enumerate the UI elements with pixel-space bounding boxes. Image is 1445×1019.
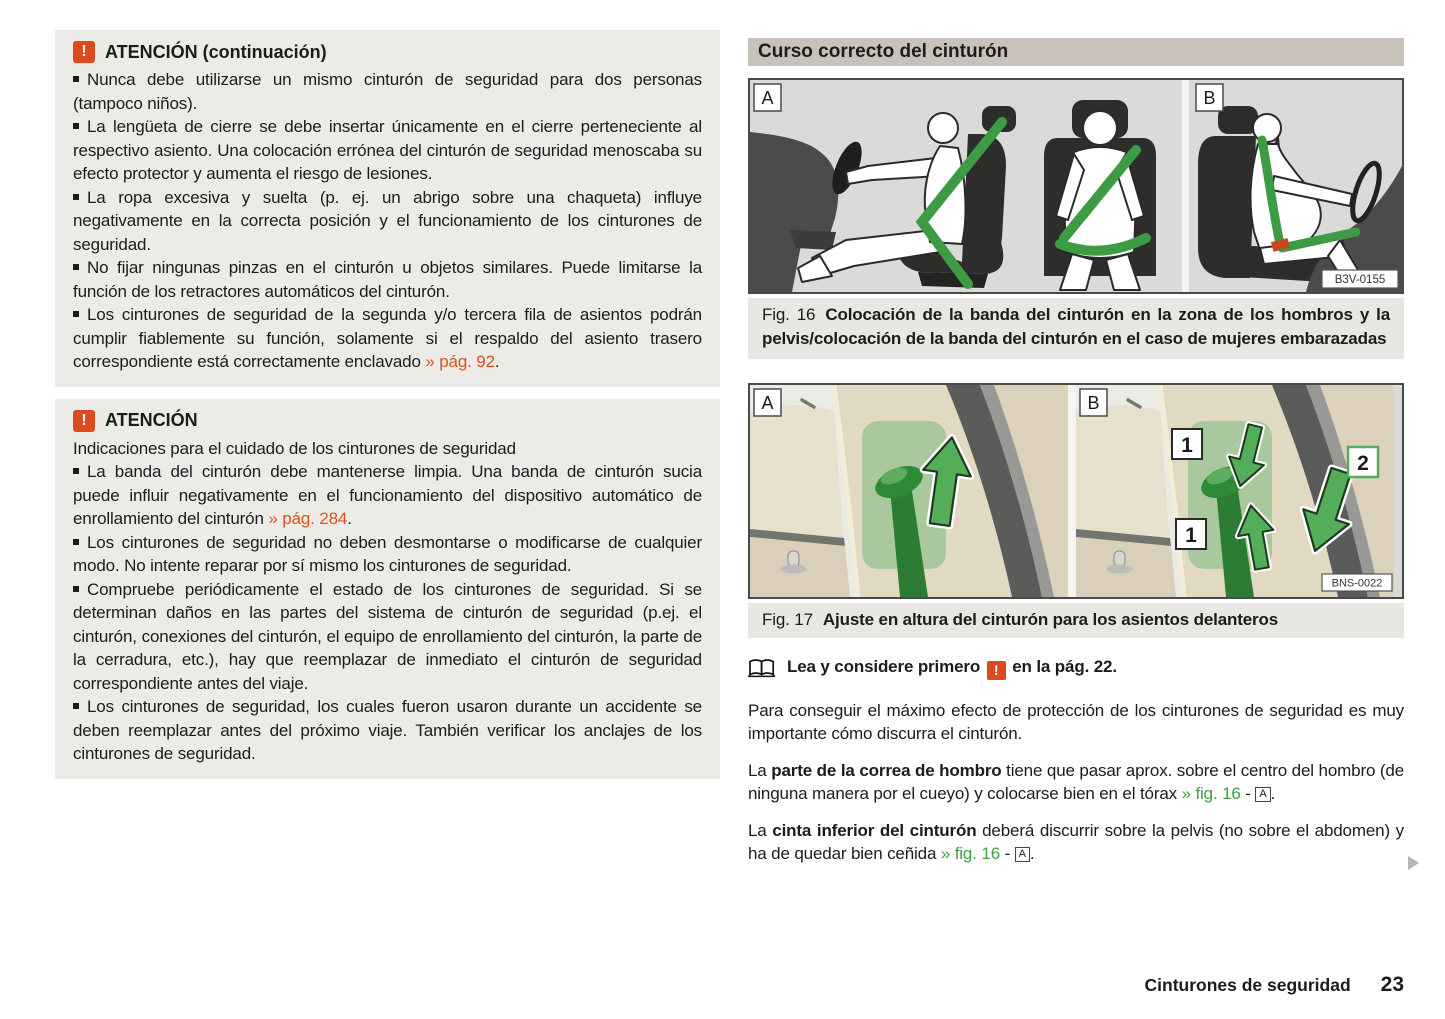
figure-16-caption <box>748 298 1404 359</box>
attention-box-continuation <box>55 30 720 387</box>
warning-list-item: La banda del cinturón debe mantenerse limpia. Una banda de cinturón sucia puede influir negativamente en el funcionamiento del dispositivo automático de enrollamiento del cinturón » pág. 284. <box>73 462 702 528</box>
bullet-square-icon <box>73 586 79 592</box>
fig17-callout-1-upper: 1 <box>1181 434 1193 457</box>
warning-list-item: La ropa excesiva y suelta (p. ej. un abrigo sobre una chaqueta) influye negativamente en la correcta posición y el funcionamiento de los cinturones de seguridad. <box>73 187 702 254</box>
belt-height-adjuster-illustration <box>750 385 1402 597</box>
read-first-note-text: Lea y considere primero ! en la pág. 22. <box>787 656 1117 678</box>
svg-text:B3V-0155: B3V-0155 <box>1334 274 1386 286</box>
figure-caption-text: Ajuste en altura del cinturón para los asientos delanteros <box>822 610 1279 629</box>
figure-number: Fig. 17 <box>762 610 813 629</box>
attention-intro-text: Indicaciones para el cuidado de los cinturones de seguridad <box>73 438 516 458</box>
page-continues-icon <box>1408 856 1419 870</box>
attention-box-care <box>55 399 720 779</box>
fig17-panel-a <box>750 385 1068 597</box>
bullet-square-icon <box>73 123 79 129</box>
body-paragraph: La cinta inferior del cinturón deberá discurrir sobre la pelvis (no sobre el abdomen) y ha de quedar bien ceñida » fig. 16 - A . <box>748 820 1404 863</box>
panel-ref-box: A <box>1015 847 1030 862</box>
bullet-square-icon <box>73 539 79 545</box>
warning-icon: ! <box>73 41 95 63</box>
bullet-square-icon <box>73 76 79 82</box>
fig17-callout-2: 2 <box>1357 452 1369 475</box>
body-paragraph: La parte de la correa de hombro tiene que pasar aprox. sobre el centro del hombro (de ninguna manera por el cueyo) y colocarse bien en el tórax » fig. 16 - A . <box>748 760 1405 803</box>
fig17-image-code: BNS-0022 <box>1331 577 1383 590</box>
attention-title-text: ATENCIÓN <box>105 410 198 430</box>
figure-caption-text: Colocación de la banda del cinturón en la zona de los hombros y la pelvis/colocación de la banda del cinturón en el caso de mujeres embarazadas <box>762 305 1390 348</box>
figure-ref-link[interactable]: » fig. 16 <box>1181 784 1241 803</box>
warning-list-item: Los cinturones de seguridad de la segunda y/o tercera fila de asientos podrán cumplir fiablemente su función, solamente si el respaldo del asiento trasero correspondiente está correctamente enclavado » pág. 92. <box>73 305 702 371</box>
figure-ref-link[interactable]: » fig. 16 <box>940 844 1000 863</box>
fig16-label-b: B <box>1203 88 1216 108</box>
bullet-square-icon <box>73 311 79 317</box>
right-column <box>748 30 1404 879</box>
body-paragraph: Para conseguir el máximo efecto de protección de los cinturones de seguridad es muy importante cómo discurra el cinturón. <box>748 700 1404 743</box>
section-title: Curso correcto del cinturón <box>748 38 1404 66</box>
bullet-square-icon <box>73 703 79 709</box>
page-number: 23 <box>1380 973 1404 996</box>
fig16-image-code <box>1322 270 1398 288</box>
figure-17-caption <box>748 603 1404 638</box>
figure-16 <box>748 78 1404 359</box>
open-book-icon <box>748 658 776 678</box>
figure-16-image <box>748 78 1404 294</box>
warning-list-item: Los cinturones de seguridad no deben desmontarse o modificarse de cualquier modo. No intente reparar por sí mismo los cinturones de seguridad. <box>73 532 702 575</box>
attention-list <box>73 68 702 374</box>
body-paragraphs <box>748 699 1404 866</box>
inline-attention-icon: ! <box>987 661 1006 680</box>
chapter-title: Cinturones de seguridad <box>1144 975 1351 995</box>
bullet-square-icon <box>73 468 79 474</box>
page-footer <box>1145 973 1405 997</box>
fig17-label-a: A <box>761 393 774 413</box>
warning-icon: ! <box>73 410 95 432</box>
attention-heading <box>73 41 702 63</box>
bullet-square-icon <box>73 264 79 270</box>
panel-ref-box: A <box>1255 787 1270 802</box>
attention-heading <box>73 410 702 432</box>
fig17-panel-b <box>1076 385 1394 597</box>
left-column <box>55 30 720 791</box>
warning-list-item: No fijar ningunas pinzas en el cinturón u objetos similares. Puede limitarse la función de los retractores automáticos del cinturón. <box>73 258 702 301</box>
bullet-square-icon <box>73 194 79 200</box>
warning-list-item: Compruebe periódicamente el estado de los cinturones de seguridad. Si se determinan daños en las partes del sistema de cinturón de seguridad (p.ej. el cinturón, conexiones del cinturón, el equipo de enrollamiento del cinturón, la parte de la cerradura, etc.), hay que reemplazar de inmediato el cinturón de seguridad correspondiente antes del viaje. <box>73 579 702 693</box>
page-ref-link[interactable]: » pág. 92 <box>425 352 495 371</box>
attention-list <box>73 460 702 766</box>
warning-list-item: La lengüeta de cierre se debe insertar únicamente en el cierre perteneciente al respectivo asiento. Una colocación errónea del cinturón de seguridad menoscaba su efecto protector y aumenta el riesgo de lesiones. <box>73 117 702 183</box>
attention-title-text: ATENCIÓN (continuación) <box>105 41 327 62</box>
figure-number: Fig. 16 <box>762 305 816 324</box>
fig17-label-b: B <box>1087 393 1100 413</box>
bold-text: cinta inferior del cinturón <box>772 820 977 840</box>
figure-17 <box>748 383 1404 638</box>
figure-17-image <box>748 383 1404 599</box>
bold-text: parte de la correa de hombro <box>771 760 1002 780</box>
fig17-callout-1-lower: 1 <box>1185 524 1197 547</box>
seatbelt-routing-illustration <box>750 80 1402 292</box>
fig16-label-a: A <box>761 88 774 108</box>
read-first-note <box>748 657 1404 680</box>
warning-list-item: Nunca debe utilizarse un mismo cinturón de seguridad para dos personas (tampoco niños). <box>73 70 702 113</box>
warning-list-item: Los cinturones de seguridad, los cuales fueron usaron durante un accidente se deben reemplazar antes del próximo viaje. También verificar los anclajes de los cinturones de seguridad. <box>73 697 702 763</box>
page-ref-link[interactable]: » pág. 284 <box>268 509 348 528</box>
